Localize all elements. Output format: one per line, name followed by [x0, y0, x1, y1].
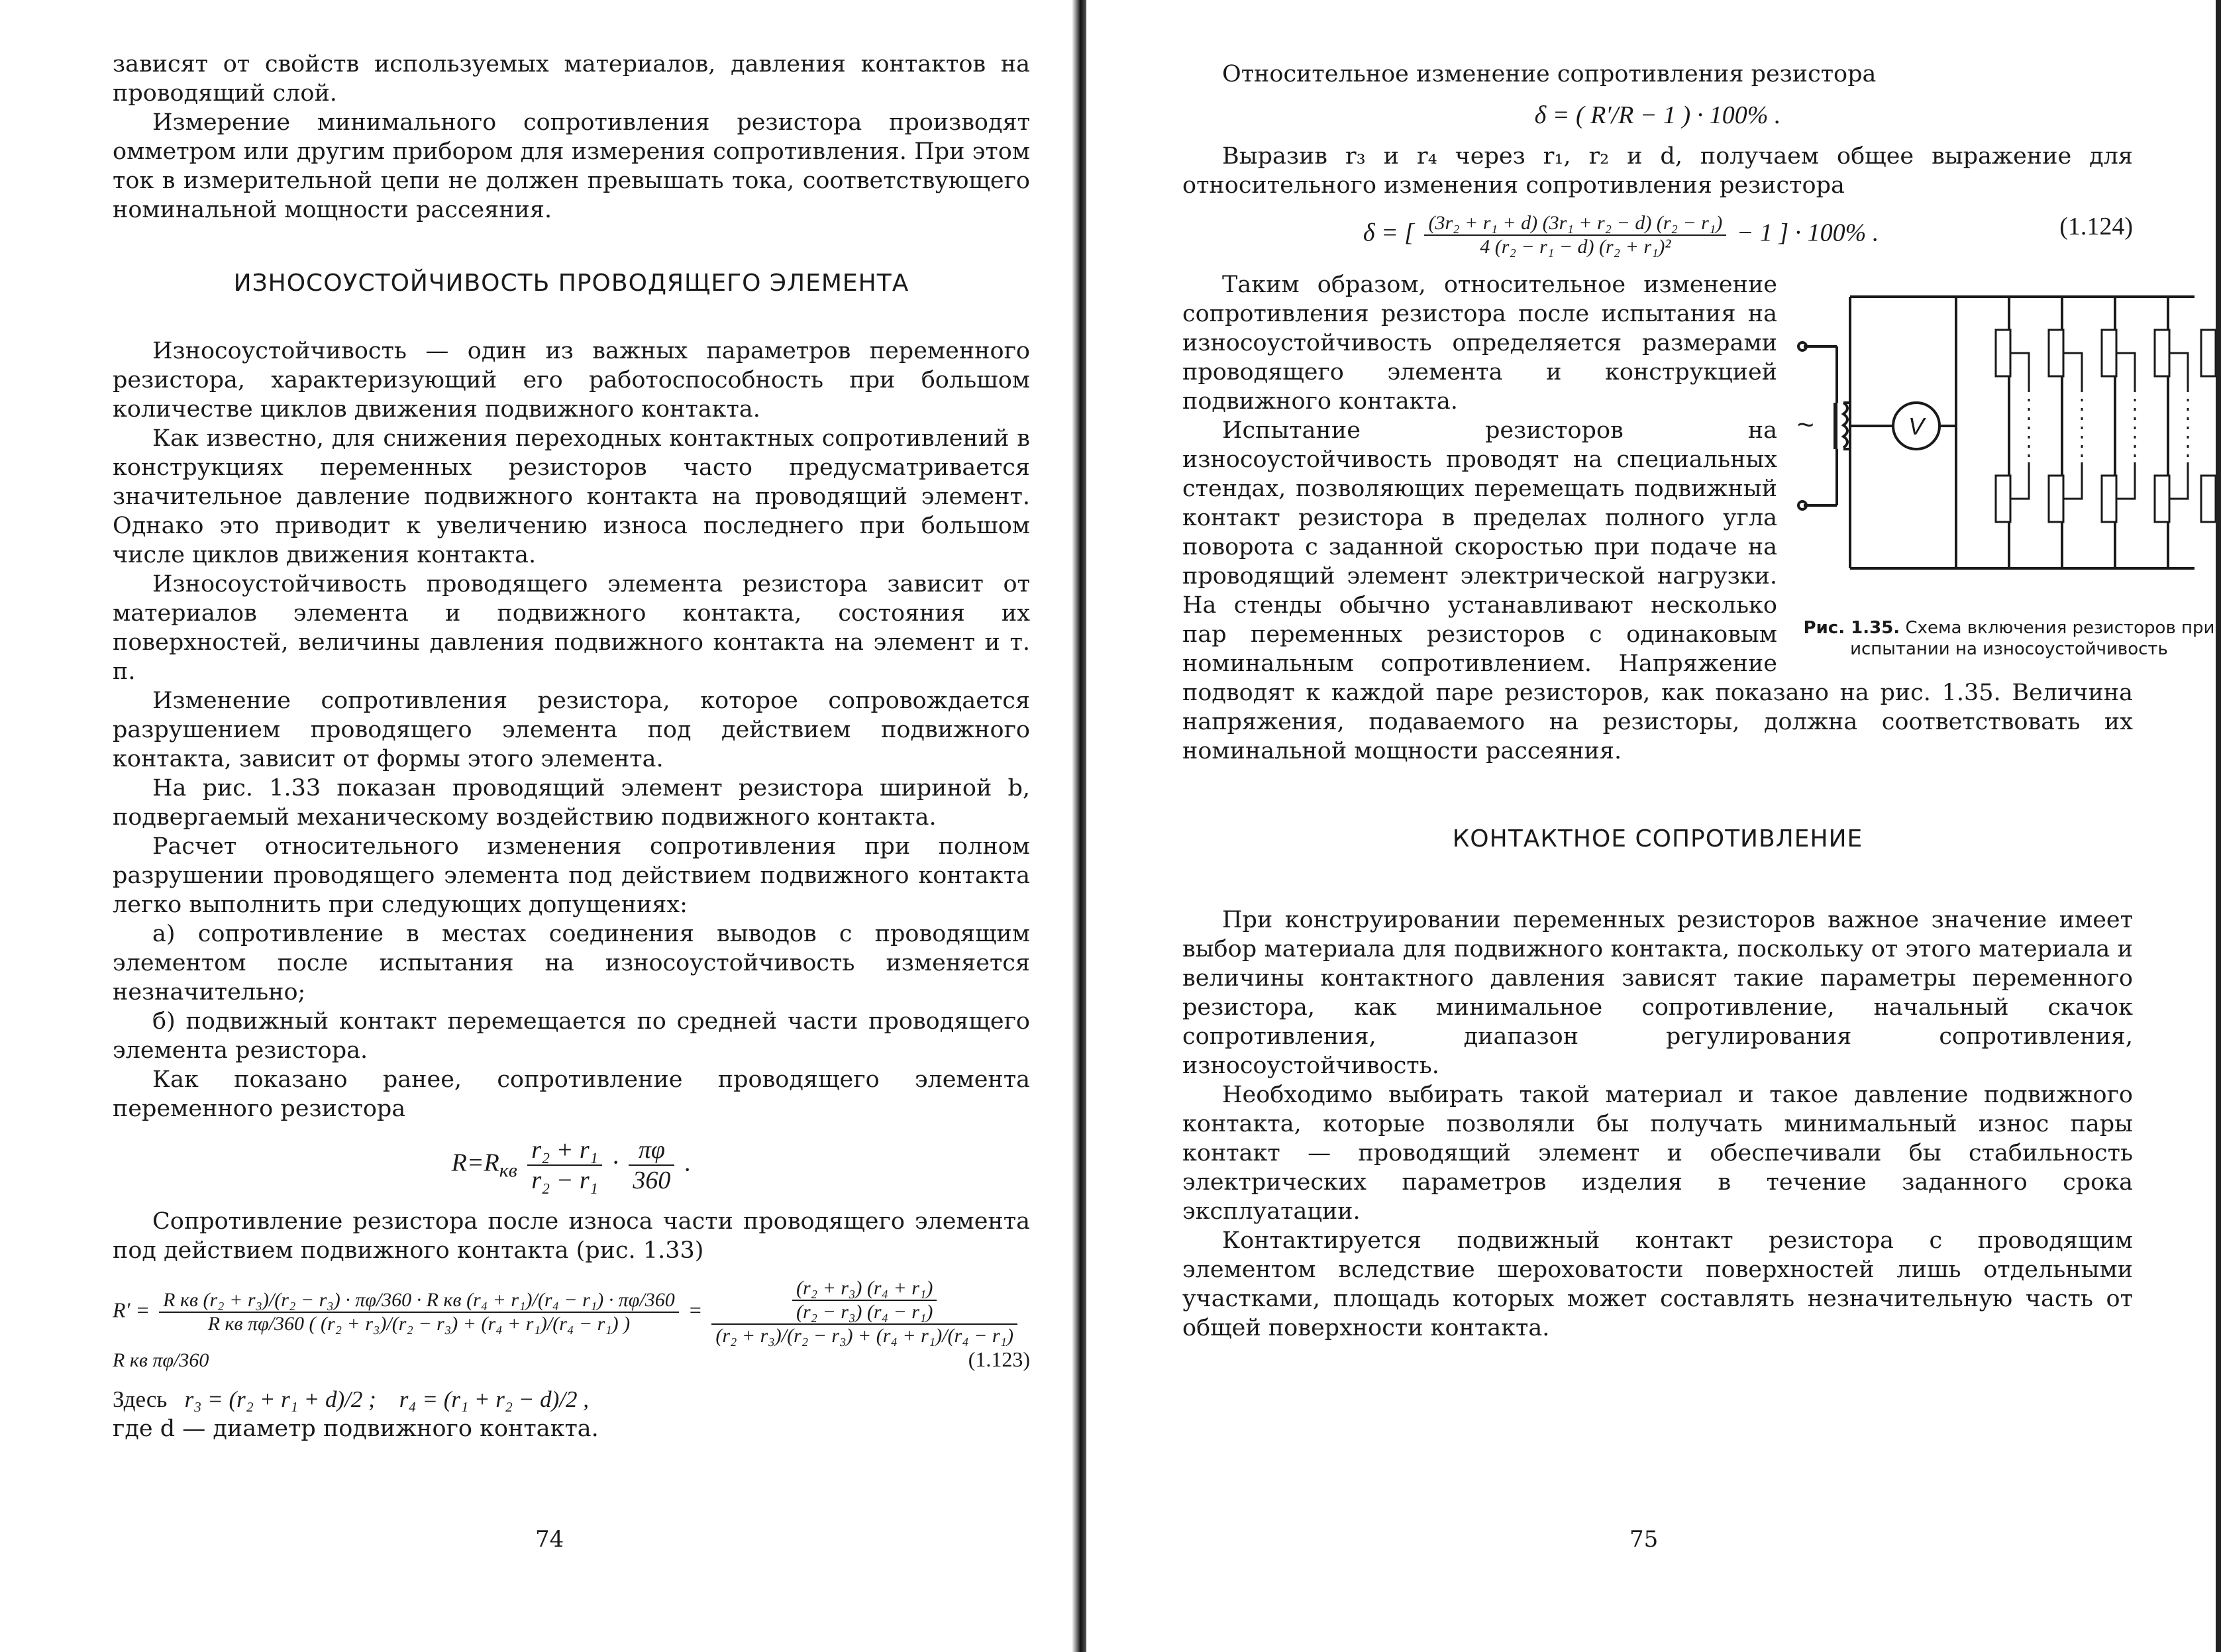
formula-delta: δ = ( R′/R − 1 ) · 100% . — [1534, 101, 1781, 129]
section-heading: ИЗНОСОУСТОЙЧИВОСТЬ ПРОВОДЯЩЕГО ЭЛЕМЕНТА — [233, 270, 909, 297]
paragraph: где d — диаметр подвижного контакта. — [113, 1416, 599, 1442]
formula-1-124: δ = [ $\frac{\text{(3r₂ + r₁ + d) (3r₁ + r₂ − d) (r₂ − r₁)}}{\text{4 (r₂ − r₁ − d) (r₂ + r₁)²}}$ − 1 ] · 100% . (1.124) — [1363, 212, 2133, 258]
paragraph: Как известно, для снижения переходных контактных сопротивлений в конструкциях переменных резисторов часто предусматривается значительное давление подвижного контакта на проводящий элемент. Однако это приводит к увеличению износа последнего при большом числе циклов движения контакта. — [113, 425, 1030, 568]
paragraph: Как показано ранее, сопротивление проводящего элемента переменного резистора — [113, 1066, 1030, 1122]
paragraph: При конструировании переменных резисторов важное значение имеет выбор материала для подвижного контакта, поскольку от этого материала и величины контактного давления зависят такие параметры переменного резистора, как минимальное сопротивление, начальный скачок сопротивления, диапазон регулирования сопротивления, износоустойчивость. — [1182, 907, 2133, 1079]
page-number: 75 — [1629, 1526, 1659, 1553]
right-page — [1076, 0, 2221, 1652]
paragraph: На рис. 1.33 показан проводящий элемент резистора шириной b, подвергаемый механическому воздействию подвижного контакта. — [113, 775, 1030, 831]
section-heading: КОНТАКТНОЕ СОПРОТИВЛЕНИЕ — [1452, 825, 1863, 852]
ac-source-symbol: ~ — [1797, 409, 1814, 441]
left-page — [0, 0, 1076, 1652]
equation-number: (1.123) — [968, 1347, 1030, 1371]
paragraph: Износоустойчивость проводящего элемента резистора зависит от материалов элемента и подвижного контакта, состояния их поверхностей, величины давления подвижного контакта на элемент и т. п. — [113, 571, 1030, 685]
formula-R: $R=R_{кв}$ $\frac{\text{r₂ + r₁}}{\text{r₂ − r₁}}$ · $\frac{\pi\varphi}{360}$ . — [451, 1136, 692, 1194]
equation-number: (1.124) — [2059, 213, 2133, 240]
figure-1-35 — [1797, 284, 2221, 660]
circuit-diagram — [1797, 284, 2221, 601]
paragraph: Расчет относительного изменения сопротивления при полном разрушении проводящего элемента под действием подвижного контакта легко выполнить при следующих допущениях: — [113, 833, 1030, 918]
formula-1-123: R′ = R кв (r₂ + r₃)/(r₂ − r₃) · πφ/360 · R кв (r₄ + r₁)/(r₄ − r₁) · πφ/360 R кв πφ/360 ( (r₂ + r₃)/(r₂ − r₃) + (r₄ + r₁)/(r₄ − r₁) ) = $\frac{\frac{\text{(r₂ + r₃) (r₄ + r₁)}}{\text{(r₂ − r₃) (r₄ − r₁)}}}{\text{(r₂ + r₃)/(r₂ − r₃) + (r₄ + r₁)/(r₄ − r₁)}}$ R кв πφ/360 (1.123) — [113, 1277, 1030, 1371]
paragraph: Изменение сопротивления резистора, которое сопровождается разрушением проводящего элемента под действием подвижного контакта, зависит от формы этого элемента. — [113, 688, 1030, 772]
paragraph: Таким образом, относительное изменение сопротивления резистора после испытания на износоустойчивость определяется размерами проводящего элемента и конструкцией подвижного контакта. — [1182, 272, 1777, 415]
figure-caption: Рис. 1.35. Схема включения резисторов при испытании на износоустойчивость — [1803, 618, 2215, 659]
page-edge — [2216, 0, 2221, 1652]
paragraph: зависят от свойств используемых материалов, давления контактов на проводящий слой. — [113, 51, 1030, 107]
paragraph: Сопротивление резистора после износа части проводящего элемента под действием подвижного контакта (рис. 1.33) — [113, 1208, 1030, 1264]
paragraph: Испытание резисторов на износоустойчивость проводят на специальных стендах, позволяющих перемещать подвижный контакт резистора в пределах полного угла поворота с заданной скоростью при подаче на проводящий элемент электрической нагрузки. На стенды обычно устанавливают несколько пар переменных резисторов с одинаковым номинальным сопротивлением. Напряжение подводят к каждой паре резисторов, как показано на рис. 1.35. Величина напряжения, подаваемого на резисторы, должна соответствовать их номинальной мощности рассеяния. — [1182, 417, 2133, 764]
page-number: 74 — [535, 1526, 564, 1553]
paragraph: Измерение минимального сопротивления резистора производят омметром или другим прибором для измерения сопротивления. При этом ток в измерительной цепи не должен превышать тока, соответствующего номинальной мощности рассеяния. — [113, 109, 1030, 223]
paragraph: Контактируется подвижный контакт резистора с проводящим элементом вследствие шероховатости поверхностей лишь отдельными участками, площадь которых может составлять незначительную часть от общей поверхности контакта. — [1182, 1227, 2133, 1341]
paragraph: а) сопротивление в местах соединения выводов с проводящим элементом после испытания на износоустойчивость изменяется незначительно; — [113, 921, 1030, 1006]
here-definitions: Здесь r₃ = (r₂ + r₁ + d)/2 ; r₄ = (r₁ + r₂ − d)/2 , — [113, 1386, 590, 1412]
paragraph: Износоустойчивость — один из важных параметров переменного резистора, характеризующий его работоспособность при большом количестве циклов движения подвижного контакта. — [113, 338, 1030, 423]
paragraph: б) подвижный контакт перемещается по средней части проводящего элемента резистора. — [113, 1008, 1030, 1064]
paragraph: Относительное изменение сопротивления резистора — [1222, 61, 1877, 87]
paragraph: Необходимо выбирать такой материал и такое давление подвижного контакта, которые позволяли бы получать минимальный износ пары контакт — проводящий элемент и обеспечивали бы стабильность электрических параметров изделия в течение заданного срока эксплуатации. — [1182, 1082, 2133, 1225]
voltmeter-label: V — [1908, 413, 1925, 440]
paragraph: Выразив r₃ и r₄ через r₁, r₂ и d, получаем общее выражение для относительного изменения сопротивления резистора — [1182, 143, 2133, 199]
